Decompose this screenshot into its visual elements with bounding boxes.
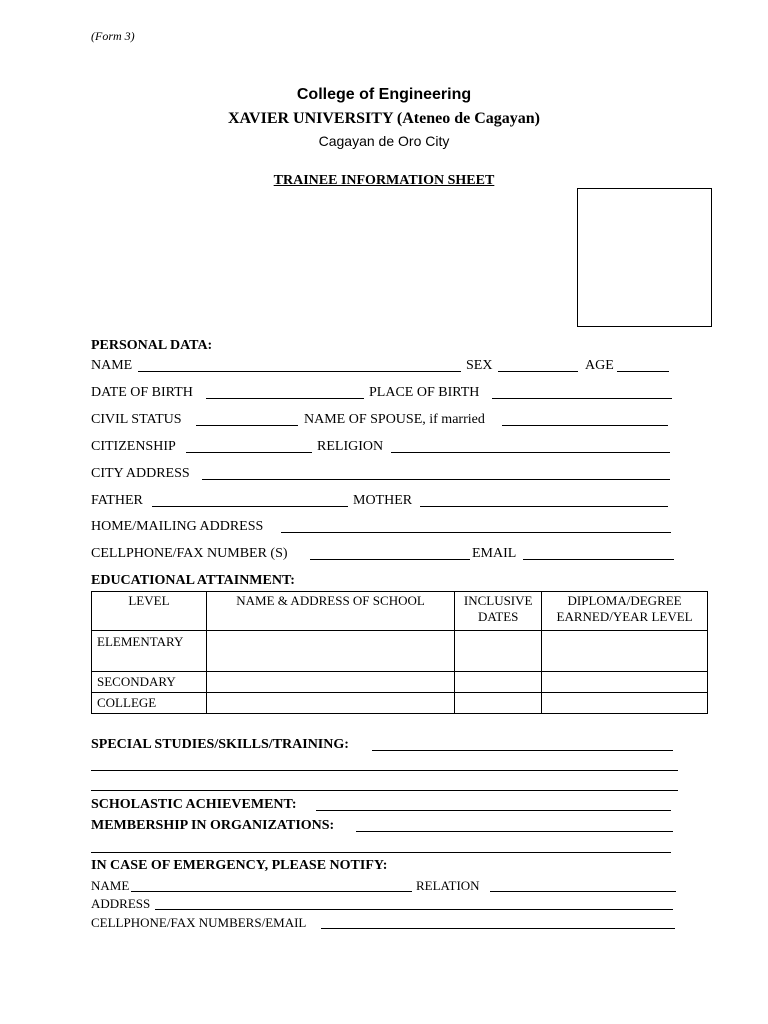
- scholastic-label: SCHOLASTIC ACHIEVEMENT:: [91, 797, 297, 812]
- mother-field[interactable]: [420, 506, 668, 507]
- level-college: COLLEGE: [92, 693, 207, 714]
- mother-label: MOTHER: [353, 493, 413, 508]
- pob-field[interactable]: [492, 398, 672, 399]
- dob-field[interactable]: [206, 398, 364, 399]
- level-secondary: SECONDARY: [92, 672, 207, 693]
- age-label: AGE: [585, 358, 614, 373]
- emergency-relation-field[interactable]: [490, 891, 676, 892]
- age-field[interactable]: [617, 371, 669, 372]
- dob-label: DATE OF BIRTH: [91, 385, 193, 400]
- col-school: NAME & ADDRESS OF SCHOOL: [206, 592, 454, 631]
- membership-field[interactable]: [356, 831, 673, 832]
- spouse-label: NAME OF SPOUSE, if married: [304, 412, 485, 427]
- emergency-name-field[interactable]: [131, 891, 412, 892]
- emergency-relation-label: RELATION: [416, 878, 480, 893]
- school-cell[interactable]: [206, 631, 454, 672]
- col-level: LEVEL: [92, 592, 207, 631]
- college-title: College of Engineering: [296, 86, 472, 103]
- emergency-address-label: ADDRESS: [91, 896, 151, 911]
- citizenship-label: CITIZENSHIP: [91, 439, 176, 454]
- name-label: NAME: [91, 358, 133, 373]
- school-cell[interactable]: [206, 693, 454, 714]
- father-field[interactable]: [152, 506, 348, 507]
- home-address-field[interactable]: [281, 532, 671, 533]
- sheet-title-text: TRAINEE INFORMATION SHEET: [273, 173, 495, 188]
- email-field[interactable]: [523, 559, 674, 560]
- photo-box[interactable]: [577, 188, 712, 327]
- special-studies-line-2[interactable]: [91, 770, 678, 771]
- home-address-label: HOME/MAILING ADDRESS: [91, 519, 264, 534]
- religion-field[interactable]: [391, 452, 670, 453]
- religion-label: RELIGION: [317, 439, 384, 454]
- university-title: XAVIER UNIVERSITY (Ateneo de Cagayan): [227, 110, 541, 127]
- emergency-contact-label: CELLPHONE/FAX NUMBERS/EMAIL: [91, 915, 307, 930]
- city-title: Cagayan de Oro City: [318, 133, 450, 149]
- emergency-address-field[interactable]: [155, 909, 673, 910]
- form-number: (Form 3): [91, 29, 135, 43]
- special-studies-label: SPECIAL STUDIES/SKILLS/TRAINING:: [91, 737, 349, 752]
- name-field[interactable]: [138, 371, 461, 372]
- dates-cell[interactable]: [455, 693, 542, 714]
- membership-label: MEMBERSHIP IN ORGANIZATIONS:: [91, 818, 335, 833]
- sex-field[interactable]: [498, 371, 578, 372]
- email-label: EMAIL: [472, 546, 517, 561]
- dates-cell[interactable]: [455, 672, 542, 693]
- pob-label: PLACE OF BIRTH: [369, 385, 480, 400]
- membership-line-2[interactable]: [91, 852, 671, 853]
- sex-label: SEX: [466, 358, 493, 373]
- sheet-title: [0, 173, 768, 189]
- col-diploma: DIPLOMA/DEGREE EARNED/YEAR LEVEL: [542, 592, 708, 631]
- cellphone-label: CELLPHONE/FAX NUMBER (S): [91, 546, 288, 561]
- diploma-cell[interactable]: [542, 693, 708, 714]
- table-row: [92, 631, 708, 672]
- scholastic-field[interactable]: [316, 810, 671, 811]
- civil-status-label: CIVIL STATUS: [91, 412, 182, 427]
- citizenship-field[interactable]: [186, 452, 312, 453]
- special-studies-line-3[interactable]: [91, 790, 678, 791]
- table-row: [92, 693, 708, 714]
- city-address-label: CITY ADDRESS: [91, 466, 190, 481]
- diploma-cell[interactable]: [542, 672, 708, 693]
- cellphone-field[interactable]: [310, 559, 470, 560]
- emergency-heading: IN CASE OF EMERGENCY, PLEASE NOTIFY:: [91, 858, 388, 873]
- civil-status-field[interactable]: [196, 425, 298, 426]
- education-heading: EDUCATIONAL ATTAINMENT:: [91, 573, 295, 588]
- spouse-field[interactable]: [502, 425, 668, 426]
- level-elementary: ELEMENTARY: [92, 631, 207, 672]
- father-label: FATHER: [91, 493, 143, 508]
- education-table: [91, 591, 708, 714]
- city-address-field[interactable]: [202, 479, 670, 480]
- table-header-row: [92, 592, 708, 631]
- dates-cell[interactable]: [455, 631, 542, 672]
- col-dates: INCLUSIVE DATES: [455, 592, 542, 631]
- diploma-cell[interactable]: [542, 631, 708, 672]
- personal-data-heading: PERSONAL DATA:: [91, 338, 213, 353]
- special-studies-field[interactable]: [372, 750, 673, 751]
- emergency-contact-field[interactable]: [321, 928, 675, 929]
- table-row: [92, 672, 708, 693]
- emergency-name-label: NAME: [91, 878, 130, 893]
- school-cell[interactable]: [206, 672, 454, 693]
